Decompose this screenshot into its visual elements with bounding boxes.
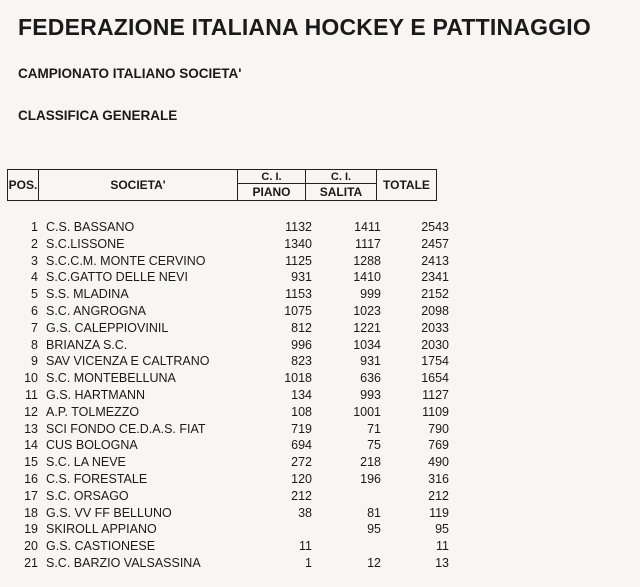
salita-score-cell: 636 — [360, 371, 381, 386]
club-name-cell: SCI FONDO CE.D.A.S. FIAT — [46, 421, 206, 436]
club-name-cell: S.C. LA NEVE — [46, 455, 126, 470]
club-name-cell: CUS BOLOGNA — [46, 438, 138, 453]
table-row — [0, 471, 640, 488]
rank-cell: 18 — [24, 505, 38, 520]
club-name-cell: C.S. FORESTALE — [46, 471, 148, 486]
table-row — [0, 387, 640, 404]
total-score-cell: 1754 — [421, 354, 449, 369]
piano-score-cell: 931 — [291, 270, 312, 285]
total-score-cell: 13 — [435, 555, 449, 570]
table-row — [0, 303, 640, 320]
piano-score-cell: 719 — [291, 421, 312, 436]
club-name-cell: A.P. TOLMEZZO — [46, 404, 140, 419]
total-score-cell: 316 — [428, 471, 449, 486]
salita-score-cell: 1117 — [355, 236, 381, 251]
salita-score-cell: 196 — [360, 471, 381, 486]
table-row — [0, 421, 640, 438]
column-header-totale: TOTALE — [377, 170, 437, 201]
salita-score-cell: 218 — [360, 455, 381, 470]
piano-score-cell: 1018 — [284, 371, 312, 386]
rank-cell: 20 — [24, 539, 38, 554]
salita-score-cell: 95 — [367, 522, 381, 537]
table-row — [0, 505, 640, 522]
table-row — [0, 538, 640, 555]
column-header-ci-piano-group: C. I. — [238, 170, 306, 184]
total-score-cell: 11 — [436, 539, 449, 554]
club-name-cell: S.C. MONTEBELLUNA — [46, 371, 176, 386]
rank-cell: 3 — [31, 253, 38, 268]
piano-score-cell: 996 — [291, 337, 312, 352]
piano-score-cell: 108 — [291, 404, 312, 419]
table-row — [0, 488, 640, 505]
club-name-cell: BRIANZA S.C. — [46, 337, 128, 352]
salita-score-cell: 1001 — [353, 404, 381, 419]
club-name-cell: G.S. VV FF BELLUNO — [46, 505, 172, 520]
total-score-cell: 212 — [428, 488, 449, 503]
piano-score-cell: 1153 — [285, 287, 312, 302]
rank-cell: 17 — [24, 488, 38, 503]
total-score-cell: 2341 — [421, 270, 449, 285]
piano-score-cell: 1 — [305, 555, 312, 570]
total-score-cell: 2457 — [421, 236, 449, 251]
salita-score-cell: 1023 — [353, 303, 381, 318]
column-header-salita: SALITA — [306, 184, 377, 201]
rank-cell: 15 — [24, 455, 38, 470]
piano-score-cell: 11 — [299, 539, 312, 554]
rank-cell: 2 — [31, 236, 38, 251]
salita-score-cell: 1288 — [353, 253, 381, 268]
table-header — [7, 169, 437, 201]
total-score-cell: 2543 — [421, 220, 449, 234]
rank-cell: 10 — [24, 371, 38, 386]
total-score-cell: 490 — [428, 455, 449, 470]
rank-cell: 9 — [31, 354, 38, 369]
club-name-cell: S.C. ORSAGO — [46, 488, 129, 503]
total-score-cell: 2413 — [421, 253, 449, 268]
rank-cell: 11 — [25, 387, 38, 402]
salita-score-cell: 999 — [360, 287, 381, 302]
club-name-cell: S.C.GATTO DELLE NEVI — [46, 270, 188, 285]
salita-score-cell: 12 — [367, 555, 381, 570]
total-score-cell: 119 — [429, 505, 449, 520]
club-name-cell: S.C. ANGROGNA — [46, 303, 147, 318]
club-name-cell: C.S. BASSANO — [46, 220, 135, 234]
total-score-cell: 1109 — [422, 404, 449, 419]
club-name-cell: S.C.LISSONE — [46, 236, 125, 251]
salita-score-cell: 1411 — [354, 220, 381, 234]
piano-score-cell: 272 — [291, 455, 312, 470]
table-row — [0, 269, 640, 286]
ranking-table-body — [0, 219, 640, 572]
rank-cell: 12 — [24, 404, 38, 419]
club-name-cell: S.C. BARZIO VALSASSINA — [46, 555, 201, 570]
page-title: FEDERAZIONE ITALIANA HOCKEY E PATTINAGGIO — [18, 14, 591, 40]
total-score-cell: 2152 — [421, 287, 449, 302]
piano-score-cell: 38 — [298, 505, 312, 520]
column-header-pos: POS. — [8, 170, 39, 201]
column-header-piano: PIANO — [238, 184, 306, 201]
club-name-cell: G.S. CASTIONESE — [46, 539, 156, 554]
rank-cell: 8 — [31, 337, 38, 352]
rank-cell: 1 — [31, 220, 38, 234]
rank-cell: 13 — [24, 421, 38, 436]
club-name-cell: S.C.C.M. MONTE CERVINO — [46, 253, 206, 268]
club-name-cell: SKIROLL APPIANO — [46, 522, 157, 537]
salita-score-cell: 1221 — [353, 320, 381, 335]
piano-score-cell: 1132 — [285, 220, 312, 234]
table-row — [0, 353, 640, 370]
rank-cell: 5 — [31, 287, 38, 302]
salita-score-cell: 1034 — [353, 337, 381, 352]
total-score-cell: 2098 — [421, 303, 449, 318]
table-row — [0, 286, 640, 303]
rank-cell: 6 — [31, 303, 38, 318]
rank-cell: 4 — [31, 270, 38, 285]
salita-score-cell: 931 — [360, 354, 381, 369]
table-row — [0, 320, 640, 337]
club-name-cell: G.S. CALEPPIOVINIL — [46, 320, 169, 335]
piano-score-cell: 694 — [291, 438, 312, 453]
total-score-cell: 2030 — [421, 337, 449, 352]
table-row — [0, 219, 640, 236]
club-name-cell: G.S. HARTMANN — [46, 387, 146, 402]
rank-cell: 21 — [24, 555, 38, 570]
table-row — [0, 404, 640, 421]
table-row — [0, 521, 640, 538]
total-score-cell: 2033 — [421, 320, 449, 335]
total-score-cell: 790 — [428, 421, 449, 436]
table-row — [0, 253, 640, 270]
total-score-cell: 769 — [428, 438, 449, 453]
piano-score-cell: 1125 — [285, 253, 312, 268]
piano-score-cell: 823 — [291, 354, 312, 369]
table-row — [0, 337, 640, 354]
piano-score-cell: 120 — [291, 471, 312, 486]
piano-score-cell: 134 — [291, 387, 312, 402]
table-row — [0, 370, 640, 387]
club-name-cell: SAV VICENZA E CALTRANO — [46, 354, 210, 369]
piano-score-cell: 812 — [291, 320, 312, 335]
total-score-cell: 95 — [435, 522, 449, 537]
piano-score-cell: 1075 — [284, 303, 312, 318]
table-row — [0, 437, 640, 454]
table-row — [0, 555, 640, 572]
piano-score-cell: 212 — [291, 488, 312, 503]
rank-cell: 19 — [24, 522, 38, 537]
column-header-societa: SOCIETA' — [39, 170, 238, 201]
table-row — [0, 236, 640, 253]
rank-cell: 16 — [24, 471, 38, 486]
column-header-ci-salita-group: C. I. — [306, 170, 377, 184]
ranking-subtitle: CLASSIFICA GENERALE — [18, 108, 178, 123]
total-score-cell: 1654 — [421, 371, 449, 386]
total-score-cell: 1127 — [422, 387, 449, 402]
salita-score-cell: 75 — [367, 438, 381, 453]
club-name-cell: S.S. MLADINA — [46, 287, 129, 302]
salita-score-cell: 1410 — [353, 270, 381, 285]
piano-score-cell: 1340 — [284, 236, 312, 251]
salita-score-cell: 993 — [360, 387, 381, 402]
rank-cell: 7 — [31, 320, 38, 335]
salita-score-cell: 71 — [367, 421, 381, 436]
salita-score-cell: 81 — [367, 505, 381, 520]
rank-cell: 14 — [24, 438, 38, 453]
table-row — [0, 454, 640, 471]
championship-subtitle: CAMPIONATO ITALIANO SOCIETA' — [18, 66, 242, 81]
